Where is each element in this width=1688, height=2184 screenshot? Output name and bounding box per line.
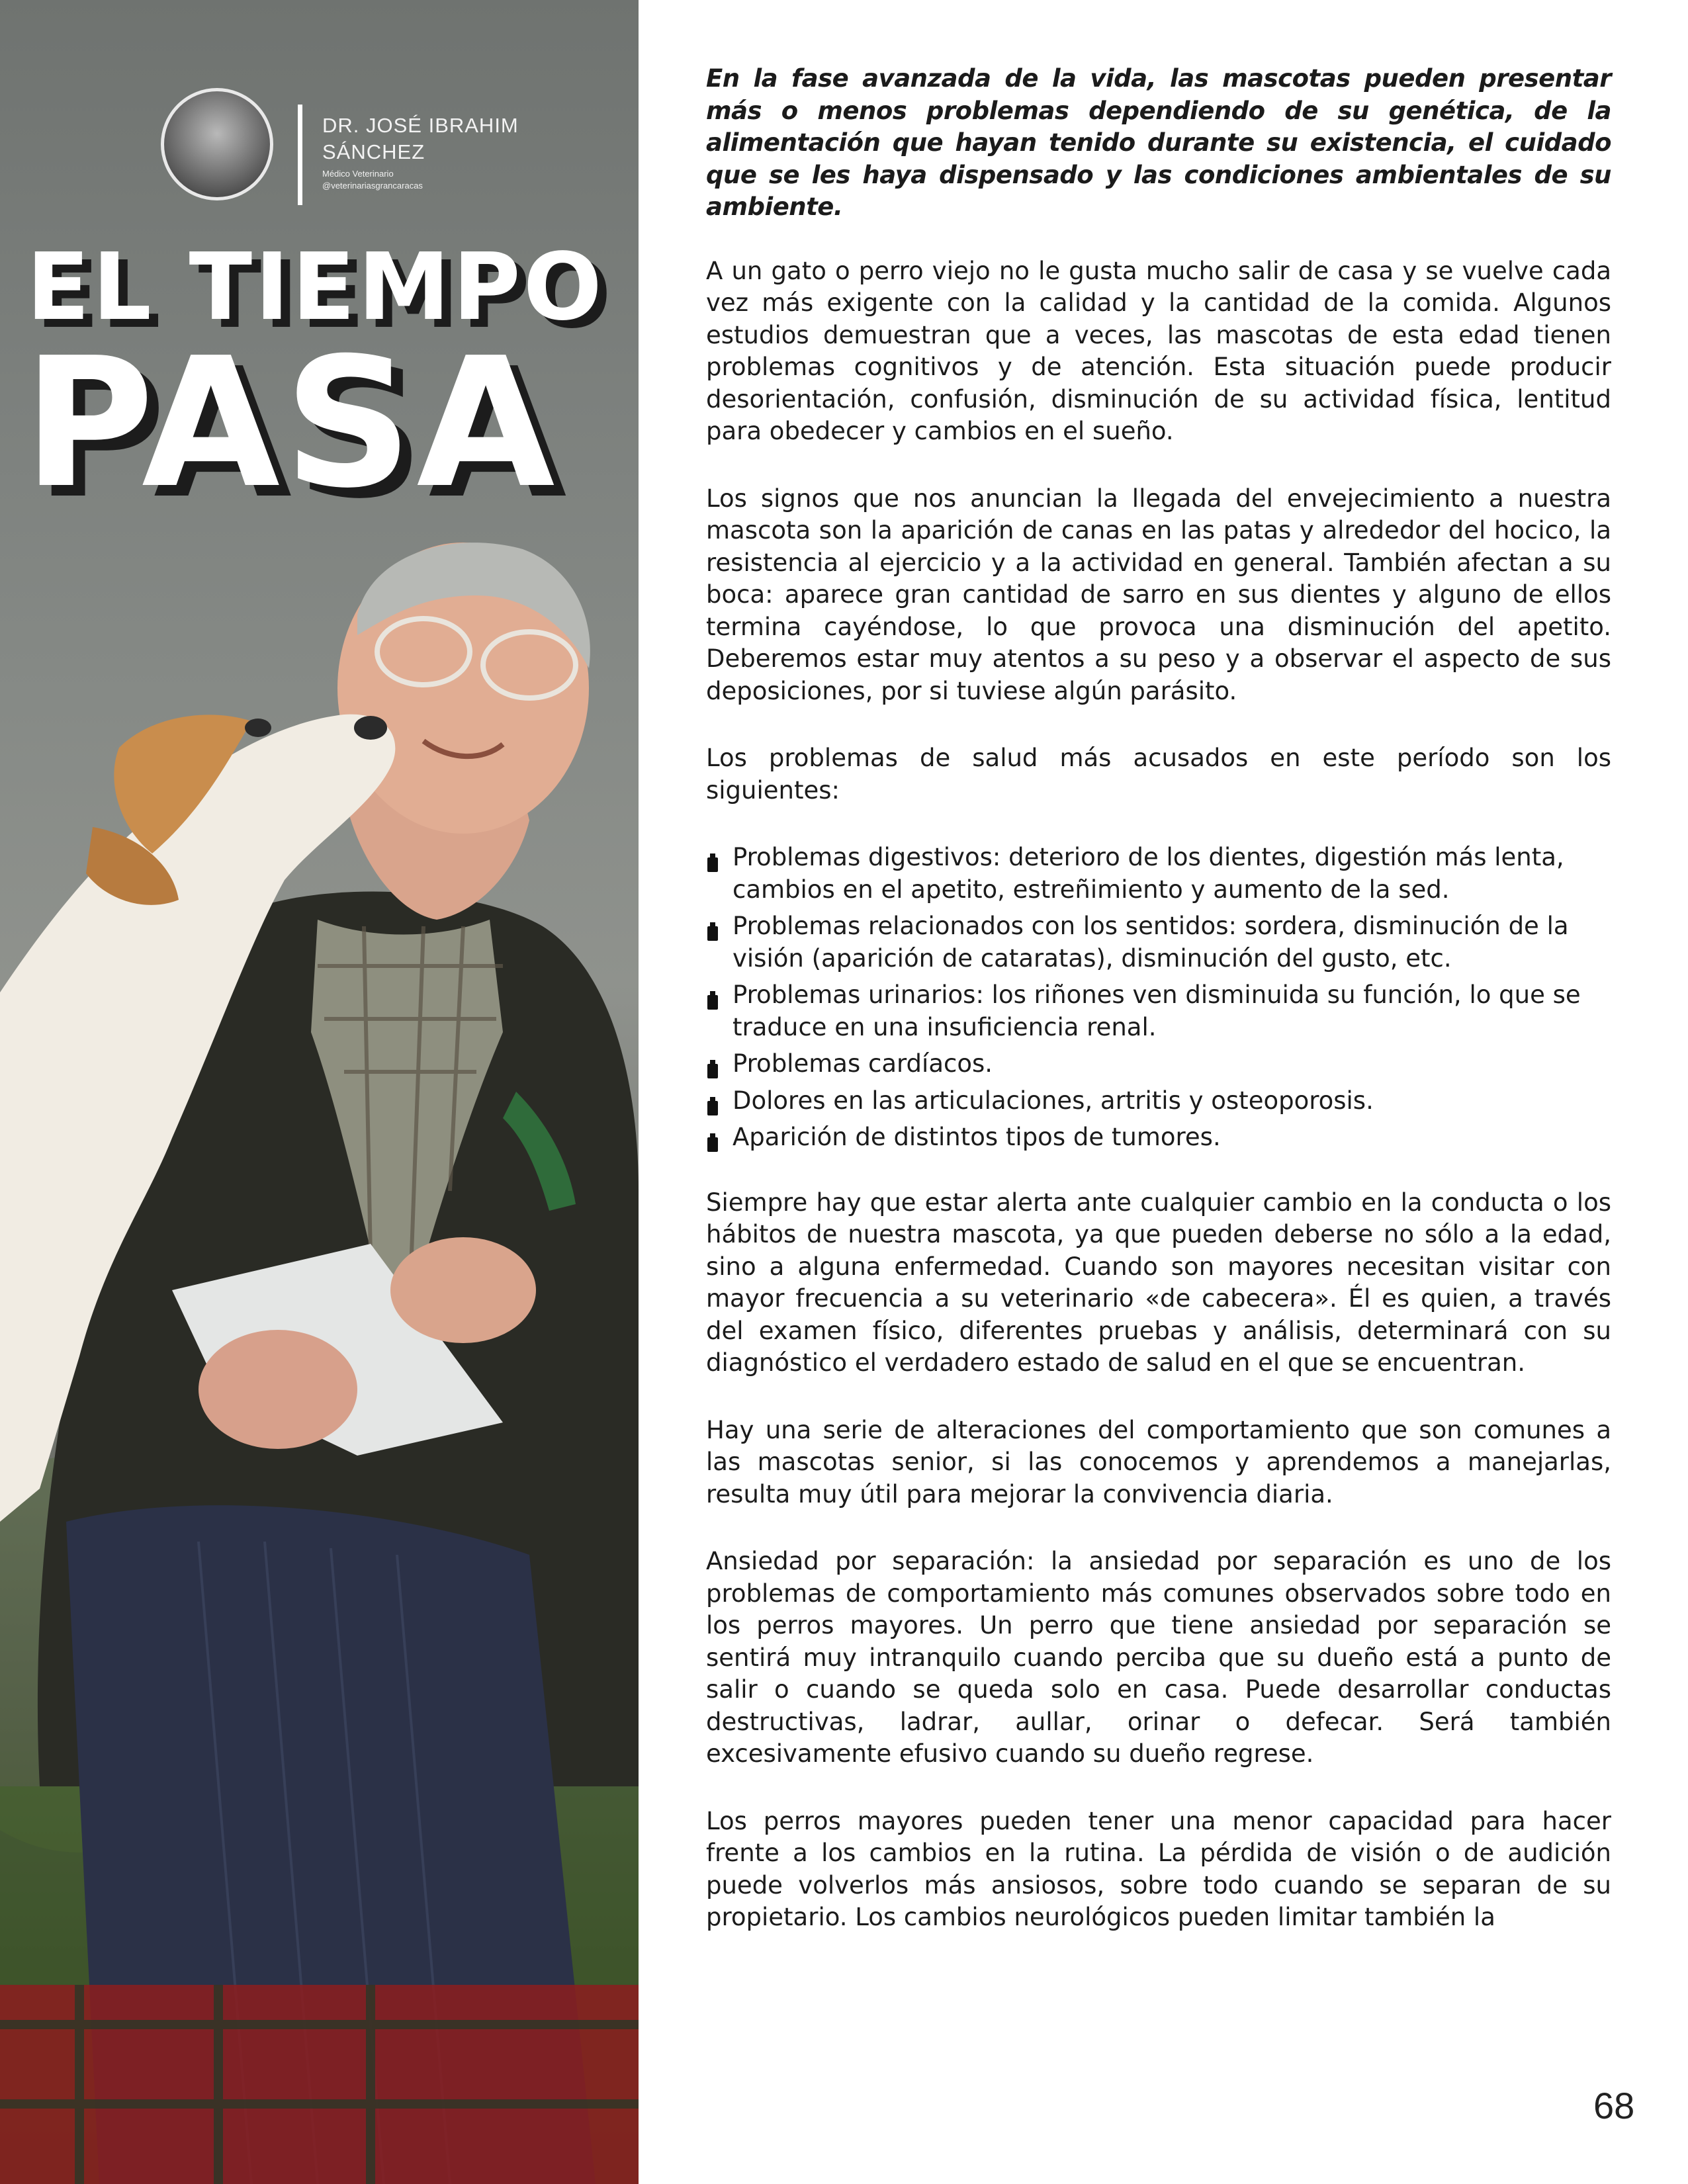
bottle-bullet-icon: [706, 1060, 719, 1078]
paragraph: Los perros mayores pueden tener una menor capacidad para hacer frente a los cambios en la rutina. La pérdida de visión o de audición puede volverlos más ansiosos, sobre todo cuando se separan de su propietario. Los cambios neurológicos pueden limitar también la: [706, 1806, 1611, 1931]
list-item-text: Problemas relacionados con los sentidos: sordera, disminución de la visión (aparición de cataratas), disminución del gusto, etc.: [733, 912, 1569, 973]
paragraph: Los signos que nos anuncian la llegada del envejecimiento a nuestra mascota son la aparición de canas en las patas y alrededor del hocico, la resistencia al ejercicio y a la actividad en general. También afectan a su boca: aparece gran cantidad de sarro en sus dientes y alguno de ellos termina cayéndose, lo que provoca una disminución del apetito. Deberemos estar muy atentos a su peso y a observar el aspecto de sus deposiciones, por si tuviese algún parásito.: [706, 484, 1611, 705]
bottle-bullet-icon: [706, 922, 719, 941]
list-item: [706, 979, 1611, 1043]
article-title-line-2: PASA: [23, 319, 559, 527]
bottle-bullet-icon: [706, 853, 719, 872]
article-intro: En la fase avanzada de la vida, las mascotas pueden presentar más o menos problemas dependiendo de su genética, de la alimentación que hayan tenido durante su existencia, el cuidado que se les haya dispensado y las condiciones ambientales de su ambiente.: [706, 64, 1611, 221]
list-item: [706, 910, 1611, 975]
list-item: [706, 1048, 1611, 1080]
bottle-bullet-icon: [706, 1097, 719, 1115]
author-name: DR. JOSÉ IBRAHIM SÁNCHEZ: [322, 114, 519, 163]
paragraph: Hay una serie de alteraciones del comportamiento que son comunes a las mascotas senior, si las conocemos y aprendemos a manejarlas, resulta muy útil para mejorar la convivencia diaria.: [706, 1415, 1611, 1508]
bottle-bullet-icon: [706, 1133, 719, 1152]
author-divider: [298, 105, 302, 205]
health-problems-list: [706, 842, 1611, 1154]
page-number: 68: [1593, 2085, 1635, 2126]
bottle-bullet-icon: [706, 991, 719, 1010]
author-role: Médico Veterinario: [322, 169, 394, 179]
paragraph: Siempre hay que estar alerta ante cualquier cambio en la conducta o los hábitos de nuestra mascota, ya que pueden deberse no sólo a la edad, sino a alguna enfermedad. Cuando son mayores necesitan visitar con mayor frecuencia a su veterinario «de cabecera». Él es quien, a través del examen físico, diferentes pruebas y análisis, determinará con su diagnóstico el verdadero estado de salud en el que se encuentran.: [706, 1188, 1611, 1377]
list-item-text: Aparición de distintos tipos de tumores.: [733, 1123, 1221, 1151]
paragraph: A un gato o perro viejo no le gusta mucho salir de casa y se vuelve cada vez más exigente con la calidad y la cantidad de la comida. Algunos estudios demuestran que a veces, las mascotas de esta edad tienen problemas cognitivos y de atención. Esta situación puede producir desorientación, confusión, disminución de su actividad física, lentitud para obedecer y cambios en el sueño.: [706, 256, 1611, 445]
article-title-line-1: EL TIEMPO: [26, 234, 605, 341]
author-handle: @veterinariasgrancaracas: [322, 181, 423, 191]
article-body: [706, 63, 1611, 1969]
paragraph: Ansiedad por separación: la ansiedad por separación es uno de los problemas de comportamiento más comunes observados sobre todo en los perros mayores. Un perro que tiene ansiedad por separación se sentirá muy intranquilo cuando perciba que su dueño está a punto de salir o cuando se queda solo en casa. Puede desarrollar conductas destructivas, ladrar, aullar, orinar o defecar. Será también excesivamente efusivo cuando su dueño regrese.: [706, 1547, 1611, 1768]
list-intro-paragraph: Los problemas de salud más acusados en este período son los siguientes:: [706, 744, 1611, 805]
list-item-text: Problemas cardíacos.: [733, 1049, 993, 1078]
list-item-text: Dolores en las articulaciones, artritis y osteoporosis.: [733, 1086, 1374, 1115]
list-item-text: Problemas urinarios: los riñones ven disminuida su función, lo que se traduce en una insuficiencia renal.: [733, 981, 1581, 1041]
list-item: [706, 842, 1611, 906]
cover-photo-panel: [0, 0, 639, 2184]
list-item: [706, 1121, 1611, 1154]
list-item: [706, 1085, 1611, 1117]
list-item-text: Problemas digestivos: deterioro de los dientes, digestión más lenta, cambios en el apetito, estreñimiento y aumento de la sed.: [733, 843, 1564, 904]
author-avatar: [161, 88, 273, 200]
